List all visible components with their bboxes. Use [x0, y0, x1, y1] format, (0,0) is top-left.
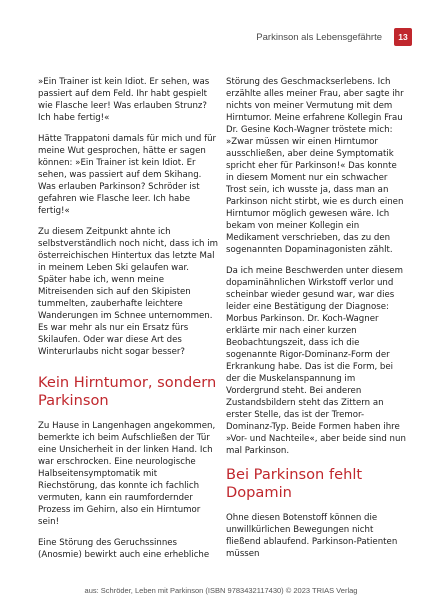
paragraph-diagnose: Da ich meine Beschwerden unter diesem dopaminähnlichen Wirkstoff verlor und scheinbar wieder gesund war, war dies leider eine Bestätigung der Diagnose: Morbus Parkinson. Dr. Koch-Wagner erklärte mir nach einer kurzen Beobachtungszeit, dass ich die sogenannte Rigor-Dominanz-Form der Erkrankung habe. Das ist die Form, bei der die Muskelanspannung im Vordergrund steht. Bei anderen Zustandsbildern steht das Zittern an erster Stelle, das ist der Tremor-Dominanz-Typ. Beide Formen haben ihre »Vor- und Nachteile«, aber beide sind nun mal Parkinson.	[226, 266, 406, 456]
section-heading-dopamin: Bei Parkinson fehlt Dopamin	[226, 466, 363, 501]
paragraph-trappatoni: Hätte Trappatoni damals für mich und für meine Wut gesprochen, hätte er sagen können: »Ein Trainer ist kein Idiot. Er sehen, was passiert auf dem Skihang. Was erlauben Parkinson? Schröder ist gefahren wie Flasche leer. Ich habe fertig!«	[38, 134, 217, 216]
page-number: 13	[394, 28, 412, 46]
paragraph-quote-trainer: »Ein Trainer ist kein Idiot. Er sehen, was passiert auf dem Feld. Ihr habt gespielt wie Flasche leer! Was erlauben Strunz? Ich habe fertig!«	[38, 77, 210, 123]
paragraph-anosmie: Eine Störung des Geruchssinnes (Anosmie) bewirkt auch eine erhebliche	[38, 538, 210, 560]
paragraph-langenhagen: Zu Hause in Langenhagen angekommen, bemerkte ich beim Aufschließen der Tür eine Unsicherheit in der linken Hand. Ich war erschrocken. Eine neurologische Halbseitensymptomatik mit Riechstörung, das konnte ich fachlich vermuten, kann ein raumfordernder Prozess im Gehirn, also ein Hirntumor sein!	[38, 421, 216, 527]
source-footer: aus: Schröder, Leben mit Parkinson (ISBN 9783432117430) © 2023 TRIAS Verlag	[84, 586, 358, 595]
section-heading-kein-hirntumor: Kein Hirntumor, sondern Parkinson	[38, 374, 217, 409]
running-header-title: Parkinson als Lebensgefährte	[256, 31, 382, 43]
paragraph-botenstoff: Ohne diesen Botenstoff können die unwillkürlichen Bewegungen nicht fließend ablaufend. Parkinson-Patienten müssen	[226, 513, 398, 559]
paragraph-hintertux: Zu diesem Zeitpunkt ahnte ich selbstverständlich noch nicht, dass ich im österreichischen Hintertux das letzte Mal in meinem Leben Ski gelaufen war. Später habe ich, wenn meine Mitreisenden sich auf den Skipisten tummelten, zauberhafte leichtere Wanderungen im Schnee unternommen. Es war mehr als nur ein Ersatz fürs Skilaufen. Oder war diese Art des Winterurlaubs nicht sogar besser?	[38, 227, 218, 357]
right-column	[226, 76, 406, 569]
paragraph-geschmack: Störung des Geschmackserlebens. Ich erzählte alles meiner Frau, aber sagte ihr nichts von meiner Vermutung mit dem Hirntumor. Meine erfahrene Kollegin Frau Dr. Gesine Koch-Wagner tröstete mich: »Zwar müssen wir einen Hirntumor ausschließen, aber deine Symptomatik spricht eher für Parkinson!« Das konnte in diesem Moment nur ein schwacher Trost sein, ich wusste ja, dass man an Parkinson nicht stirbt, wie es durch einen Hirntumor möglich gewesen wäre. Ich bekam von meiner Kollegin ein Medikament verschrieben, das zu den sogenannten Dopaminagonisten zählt.	[226, 77, 404, 255]
left-column	[38, 76, 218, 570]
running-header	[256, 28, 412, 46]
